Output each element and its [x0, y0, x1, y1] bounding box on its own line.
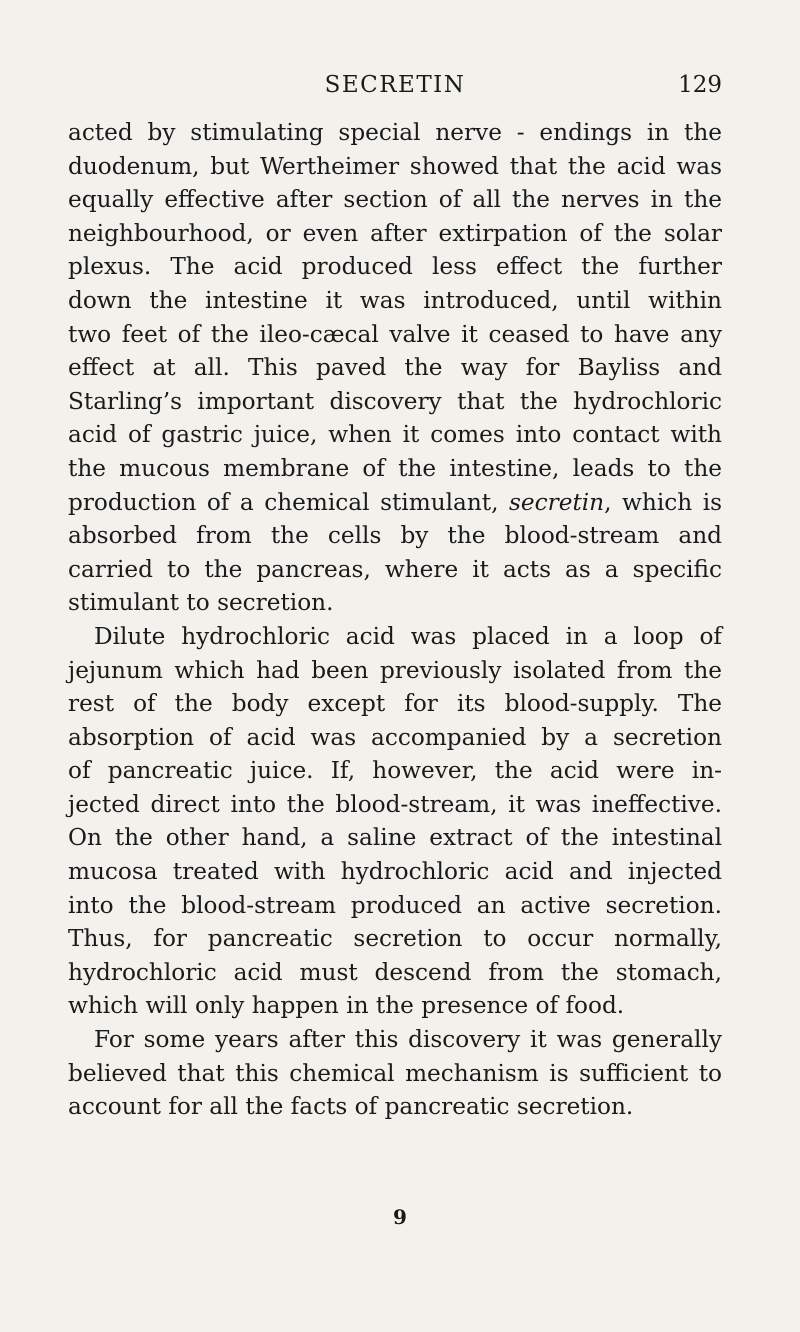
signature-mark: 9 — [393, 1205, 407, 1229]
text-line: account for all the facts of pancreatic secretion. — [68, 1093, 634, 1121]
text-line: down the intestine it was introduced, until within — [68, 286, 722, 314]
text-line: rest of the body except for its blood-supply. The — [68, 690, 722, 718]
paragraph — [68, 116, 722, 620]
paragraph — [68, 1023, 722, 1124]
body-text — [68, 116, 722, 1124]
paragraph — [68, 620, 722, 1023]
text-line: equally effective after section of all the nerves in the — [68, 186, 722, 214]
book-page — [68, 72, 722, 1124]
text-line: hydrochloric acid must descend from the stomach, — [68, 958, 722, 986]
text-line: mucosa treated with hydrochloric acid and injected — [68, 858, 722, 886]
text-line: duodenum, but Wertheimer showed that the acid was — [68, 152, 722, 180]
text-line: Dilute hydrochloric acid was placed in a loop of — [94, 622, 722, 650]
text-line: carried to the pancreas, where it acts as a specific — [68, 555, 722, 583]
text-line: stimulant to secretion. — [68, 589, 334, 617]
text-line: jejunum which had been previously isolated from the — [68, 656, 722, 684]
page-number: 129 — [678, 72, 722, 98]
text-line: acid of gastric juice, when it comes into contact with — [68, 421, 722, 449]
text-line: two feet of the ileo-cæcal valve it ceased to have any — [68, 320, 722, 348]
text-line: of pancreatic juice. If, however, the acid were in- — [68, 757, 722, 785]
page-header — [68, 72, 722, 116]
text-line: production of a chemical stimulant, secretin, which is — [68, 488, 723, 516]
text-line: Starling’s important discovery that the hydrochloric — [68, 387, 722, 415]
text-line: jected direct into the blood-stream, it was ineffective. — [68, 790, 722, 818]
text-line: On the other hand, a saline extract of the intestinal — [68, 824, 722, 852]
text-line: believed that this chemical mechanism is sufficient to — [68, 1059, 722, 1087]
text-line: acted by stimulating special nerve - endings in the — [68, 119, 722, 146]
text-line: plexus. The acid produced less effect the further — [68, 253, 722, 281]
text-line: neighbourhood, or even after extirpation of the solar — [68, 219, 722, 247]
text-line: For some years after this discovery it was generally — [94, 1026, 722, 1054]
text-line: which will only happen in the presence of food. — [68, 992, 625, 1020]
text-line: the mucous membrane of the intestine, leads to the — [68, 454, 722, 482]
text-line: into the blood-stream produced an active secretion. — [68, 891, 722, 919]
text-line: absorbed from the cells by the blood-stream and — [68, 522, 722, 550]
text-line: effect at all. This paved the way for Bayliss and — [68, 354, 722, 382]
text-line: absorption of acid was accompanied by a secretion — [68, 723, 722, 751]
running-title: SECRETIN — [324, 72, 466, 98]
text-line: Thus, for pancreatic secretion to occur normally, — [68, 925, 722, 953]
